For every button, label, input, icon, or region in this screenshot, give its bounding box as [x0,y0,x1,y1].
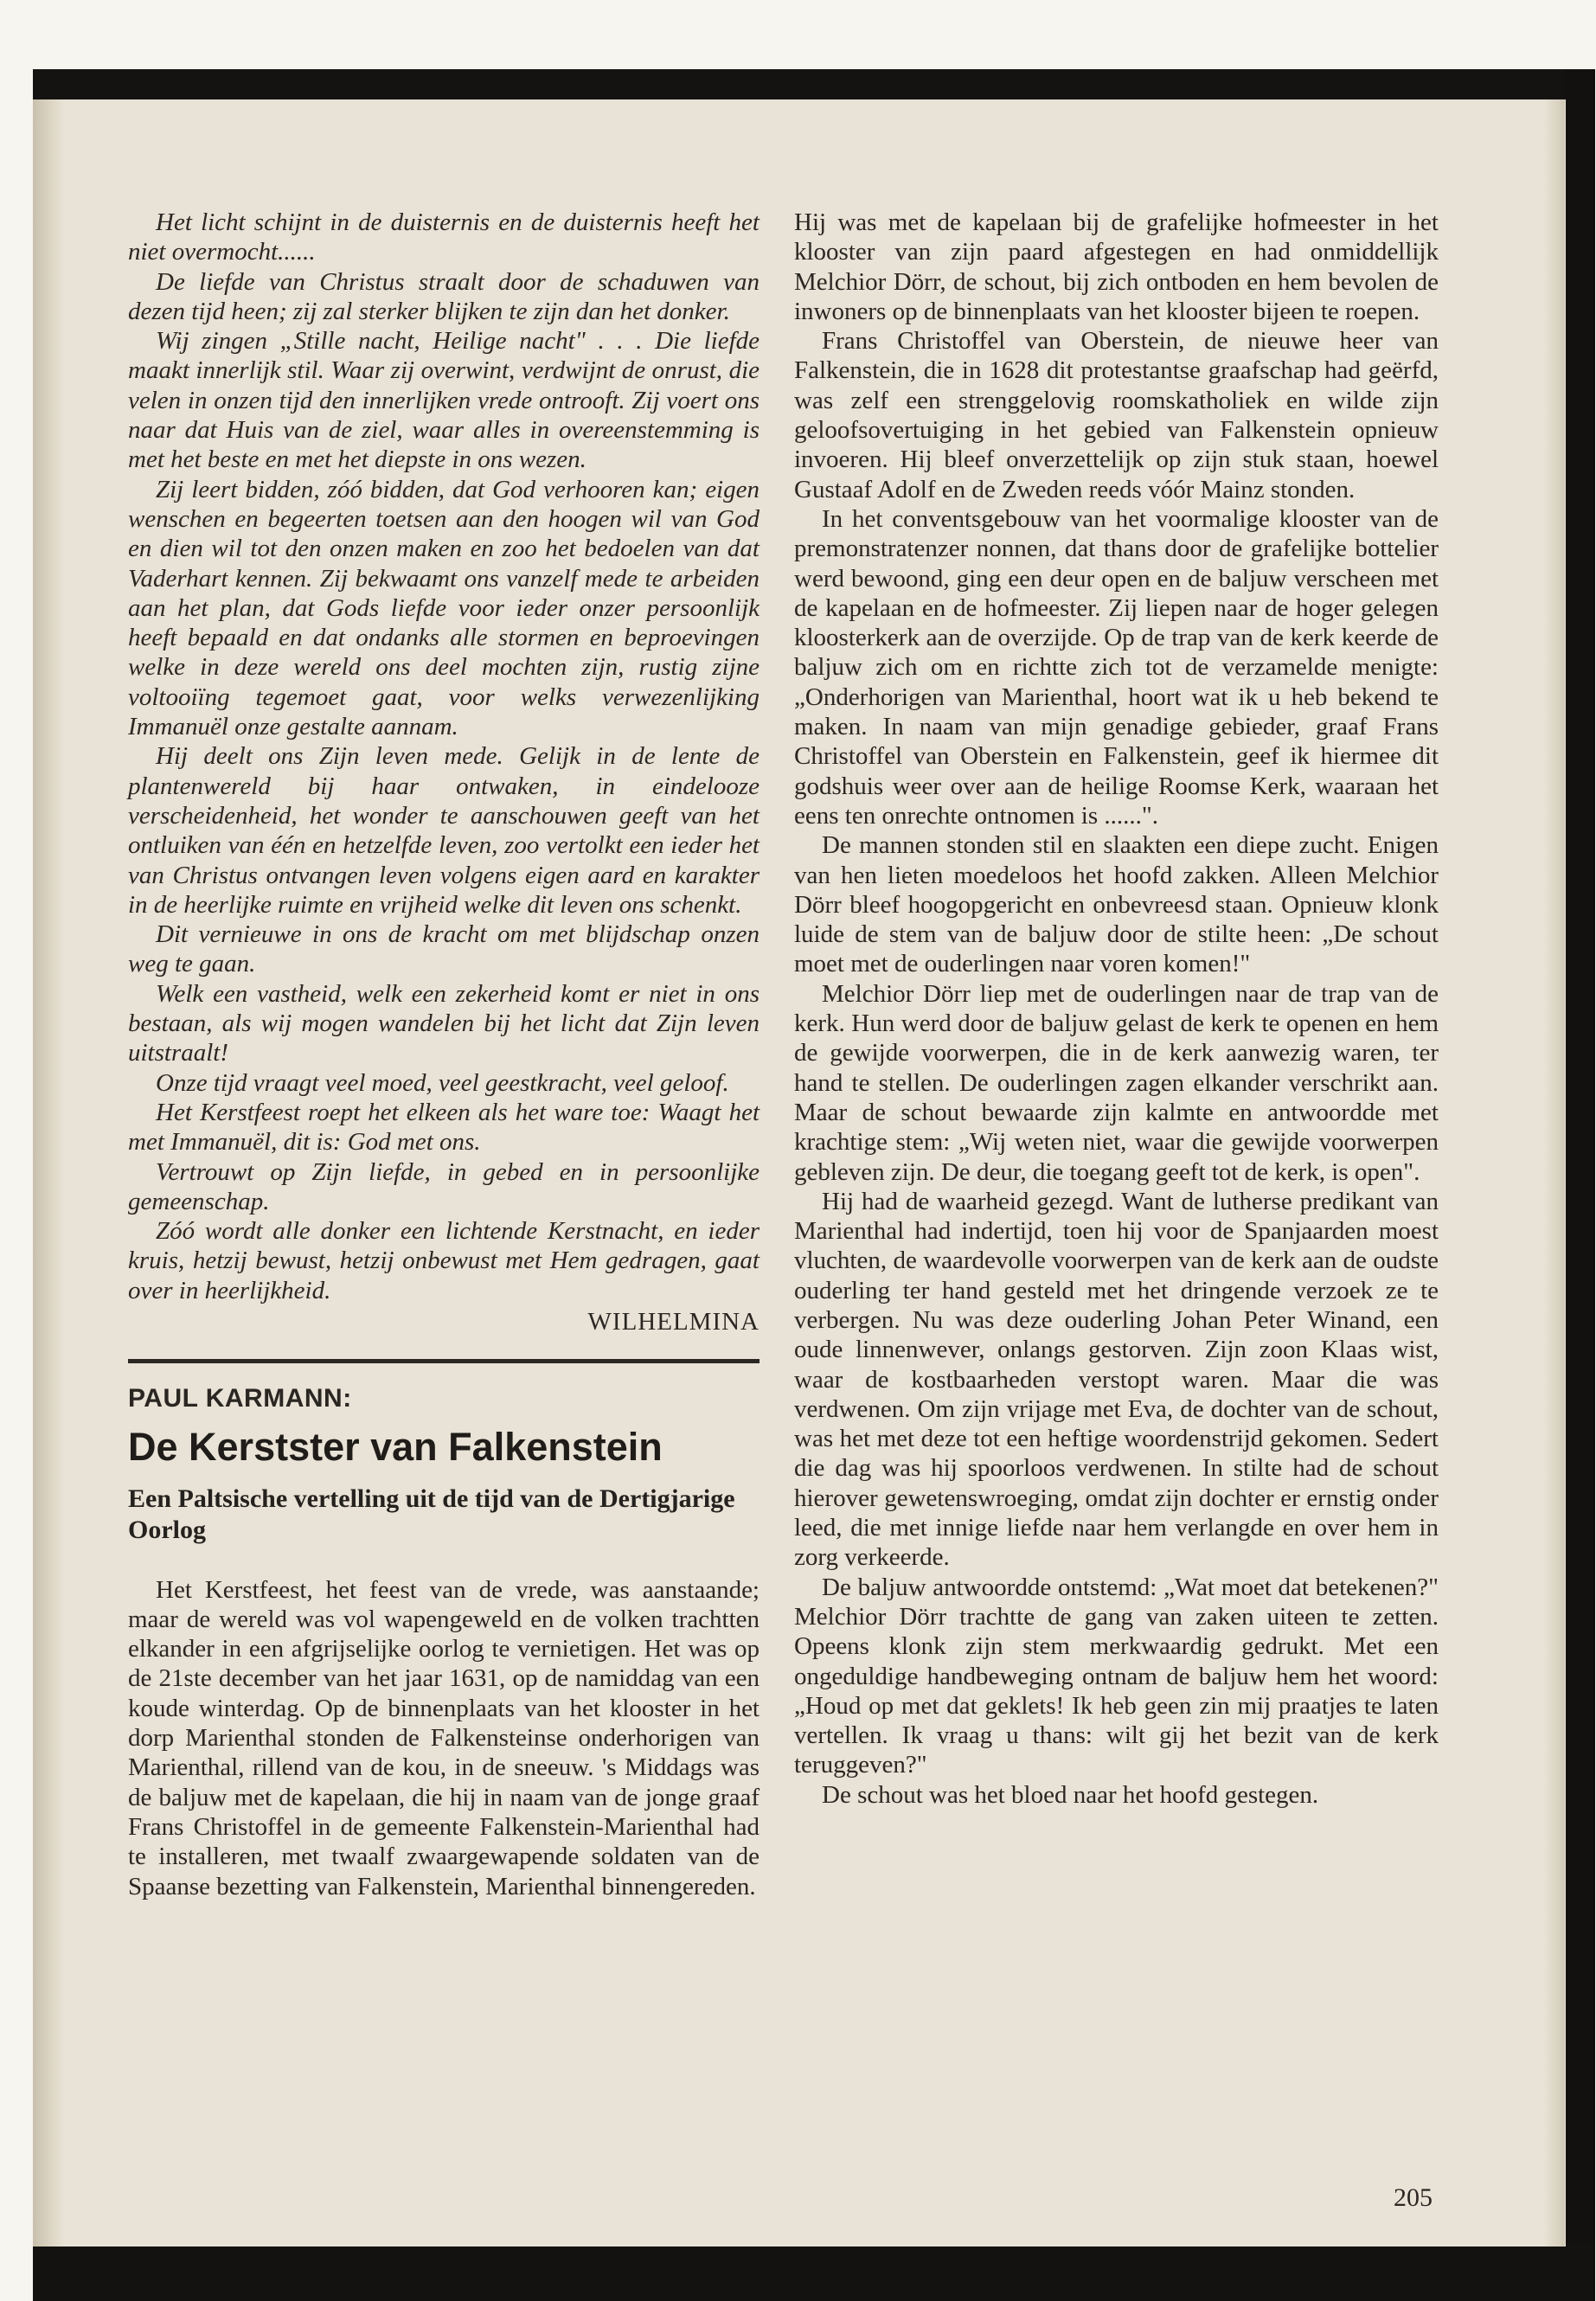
page-edge-shadow [1544,99,1565,2247]
poem-paragraph: De liefde van Christus straalt door de schaduwen van dezen tijd heen; zij zal sterker blijken te zijn dan het donker. [128,267,760,325]
story-subtitle: Een Paltsische vertelling uit de tijd van de Dertigjarige Oorlog [128,1484,735,1544]
story-paragraph: Het Kerstfeest, het feest van de vrede, was aanstaande; maar de wereld was vol wapengeweld en de volken trachtten elkander in een afgrijselijke oorlog te vernietigen. Het was op de 21ste december van het jaar 1631, op de namiddag van een koude winterdag. Op de binnenplaats van het klooster in het dorp Marienthal stonden de Falkensteinse onderhorigen van Marienthal, rillend van de kou, in de sneeuw. 's Middags was de baljuw met de kapelaan, die hij in naam van de jonge graaf Frans Christoffel in de gemeente Falkenstein-Marienthal had te installeren, met twaalf zwaargewapende soldaten van de Spaanse bezetting van Falkenstein, Marienthal binnengereden. [128,1575,760,1900]
story-paragraph: De schout was het bloed naar het hoofd gestegen. [822,1780,1319,1809]
poem-paragraph: Dit vernieuwe in ons de kracht om met blijdschap onzen weg te gaan. [128,920,760,978]
page-binding-shadow [33,99,64,2247]
story-right-text [794,326,1439,1810]
poem-paragraph: Zóó wordt alle donker een lichtende Kerstnacht, en ieder kruis, hetzij bewust, hetzij onbewust met Hem gedragen, gaat over in heerlijkheid. [128,1217,760,1304]
poem-paragraph: Het Kerstfeest roept het elkeen als het ware toe: Waagt het met Immanuël, dit is: God met ons. [128,1098,760,1157]
poem-paragraph: Zij leert bidden, zóó bidden, dat God verhooren kan; eigen wenschen en begeerten toetsen aan den hoogen wil van God en dien wil tot den onzen maken en zoo het bedoelen van dat Vaderhart kennen. Zij bekwaamt ons vanzelf mede te arbeiden aan het plan, dat Gods liefde voor ieder onzer persoonlijk heeft bepaald en dat ondanks alle stormen en beproevingen welke in deze wereld ons deel mochten zijn, rustig zijne voltooiïng tegemoet gaat, voor welks verwezenlijking Immanuël onze gestalte aannam. [128,475,760,741]
story-left-text [128,1575,760,1901]
scan-border-right [1564,69,1595,2284]
story-paragraph: De baljuw antwoordde ontstemd: „Wat moet dat betekenen?" Melchior Dörr trachtte de gang van zaken uiteen te zetten. Opeens klonk zijn stem merkwaardig gedrukt. Met een ongeduldige handbeweging ontnam de baljuw hem het woord: „Houd op met dat geklets! Ik heb geen zin mij praatjes te laten vertellen. Ik vraag u thans: wilt gij het bezit van de kerk teruggeven?" [794,1573,1439,1779]
scan-border-bottom [33,2245,1595,2301]
story-paragraph: Melchior Dörr liep met de ouderlingen naar de trap van de kerk. Hun werd door de baljuw gelast de kerk te openen en hem de gewijde voorwerpen, die in de kerk aanwezig waren, ter hand te stellen. De ouderlingen zagen elkander verschrikt aan. Maar de schout bewaarde zijn kalmte en antwoordde met krachtige stem: „Wij weten niet, waar die gewijde voorwerpen gebleven zijn. De deur, die toegang geeft tot de kerk, is open". [794,979,1439,1186]
left-column [128,208,760,1901]
poem-block [128,208,760,1336]
poem-signature: WILHELMINA [587,1307,760,1336]
poem-paragraph: Onze tijd vraagt veel moed, veel geestkracht, veel geloof. [156,1068,729,1097]
section-divider [128,1359,760,1363]
poem-paragraph: Vertrouwt op Zijn liefde, in gebed en in persoonlijke gemeenschap. [128,1157,760,1215]
right-column [794,208,1439,1810]
poem-paragraph: Hij deelt ons Zijn leven mede. Gelijk in de lente de plantenwereld bij haar ontwaken, in eindelooze verscheidenheid, het wonder te aanschouwen geeft van het ontluiken van één en hetzelfde leven, zoo vertolkt een ieder het van Christus ontvangen leven volgens eigen aard en karakter in de heerlijke ruimte en vrijheid welke dit leven ons schenkt. [128,742,760,919]
story-paragraph-continued: Hij was met de kapelaan bij de grafelijke hofmeester in het klooster van zijn paard afgestegen en had onmiddellijk Melchior Dörr, de schout, bij zich ontboden en hem bevolen de inwoners op de binnenplaats van het klooster bijeen te roepen. [794,208,1439,325]
story-paragraph: Hij had de waarheid gezegd. Want de lutherse predikant van Marienthal had indertijd, toen hij voor de Spanjaarden moest vluchten, de waardevolle voorwerpen van de kerk aan de oudste ouderling ter hand gesteld met het dringende verzoek ze te verbergen. Nu was deze ouderling Johan Peter Winand, een oude linnenwever, onlangs gestorven. Zijn zoon Klaas wist, waar de kostbaarheden verstopt waren. Maar die was verdwenen. Om zijn vrijage met Eva, de dochter van de schout, was het met deze tot een heftige woordenstrijd gekomen. Sedert die dag was hij spoorloos verdwenen. In stilte had de schout hierover gewetenswroeging, omdat zijn dochter er ernstig onder leed, die met innige liefde naar hem verlangde en over hem in zorg verkeerde. [794,1187,1439,1572]
page-number: 205 [1394,2183,1433,2212]
story-author: PAUL KARMANN: [128,1384,352,1413]
poem-paragraph: Welk een vastheid, welk een zekerheid komt er niet in ons bestaan, als wij mogen wandelen bij het licht dat Zijn leven uitstraalt! [128,979,760,1067]
story-paragraph: In het conventsgebouw van het voormalige klooster van de premonstratenzer nonnen, dat thans door de grafelijke bottelier werd bewoond, ging een deur open en de baljuw verscheen met de kapelaan en de hofmeester. Zij liepen naar de hoger gelegen kloosterkerk aan de overzijde. Op de trap van de kerk keerde de baljuw zich om en richtte zich tot de verzamelde menigte: „Onderhorigen van Marienthal, hoort wat ik u heb bekend te maken. In naam van mijn genadige gebieder, graaf Frans Christoffel van Oberstein en Falkenstein, geef ik hiermee dit godshuis weer over aan de heilige Roomse Kerk, waaraan het eens ten onrechte ontnomen is ......". [794,504,1439,830]
story-paragraph: De mannen stonden stil en slaakten een diepe zucht. Enigen van hen lieten moedeloos het hoofd zakken. Alleen Melchior Dörr bleef hoogopgericht en onbevreesd staan. Opnieuw klonk luide de stem van de baljuw door de stilte heen: „De schout moet met de ouderlingen naar voren komen!" [794,831,1439,978]
poem-paragraph: Het licht schijnt in de duisternis en de duisternis heeft het niet overmocht...... [128,208,760,266]
poem-paragraph: Wij zingen „Stille nacht, Heilige nacht" . . . Die liefde maakt innerlijk stil. Waar zij overwint, verdwijnt de onrust, die velen in onzen tijd den innerlijken vrede ontrooft. Zij voert ons naar dat Huis van de ziel, waar alles in overeenstemming is met het beste en met het diepste in ons wezen. [128,327,760,474]
story-paragraph: Frans Christoffel van Oberstein, de nieuwe heer van Falkenstein, die in 1628 dit protestantse graafschap had geërfd, was zelf een strenggelovig roomskatholiek en wilde zijn geloofsovertuiging in het gebied van Falkenstein opnieuw invoeren. Hij bleef onverzettelijk op zijn stuk staan, hoewel Gustaaf Adolf en de Zweden reeds vóór Mainz stonden. [794,327,1439,503]
story-title: De Kerstster van Falkenstein [128,1424,663,1469]
